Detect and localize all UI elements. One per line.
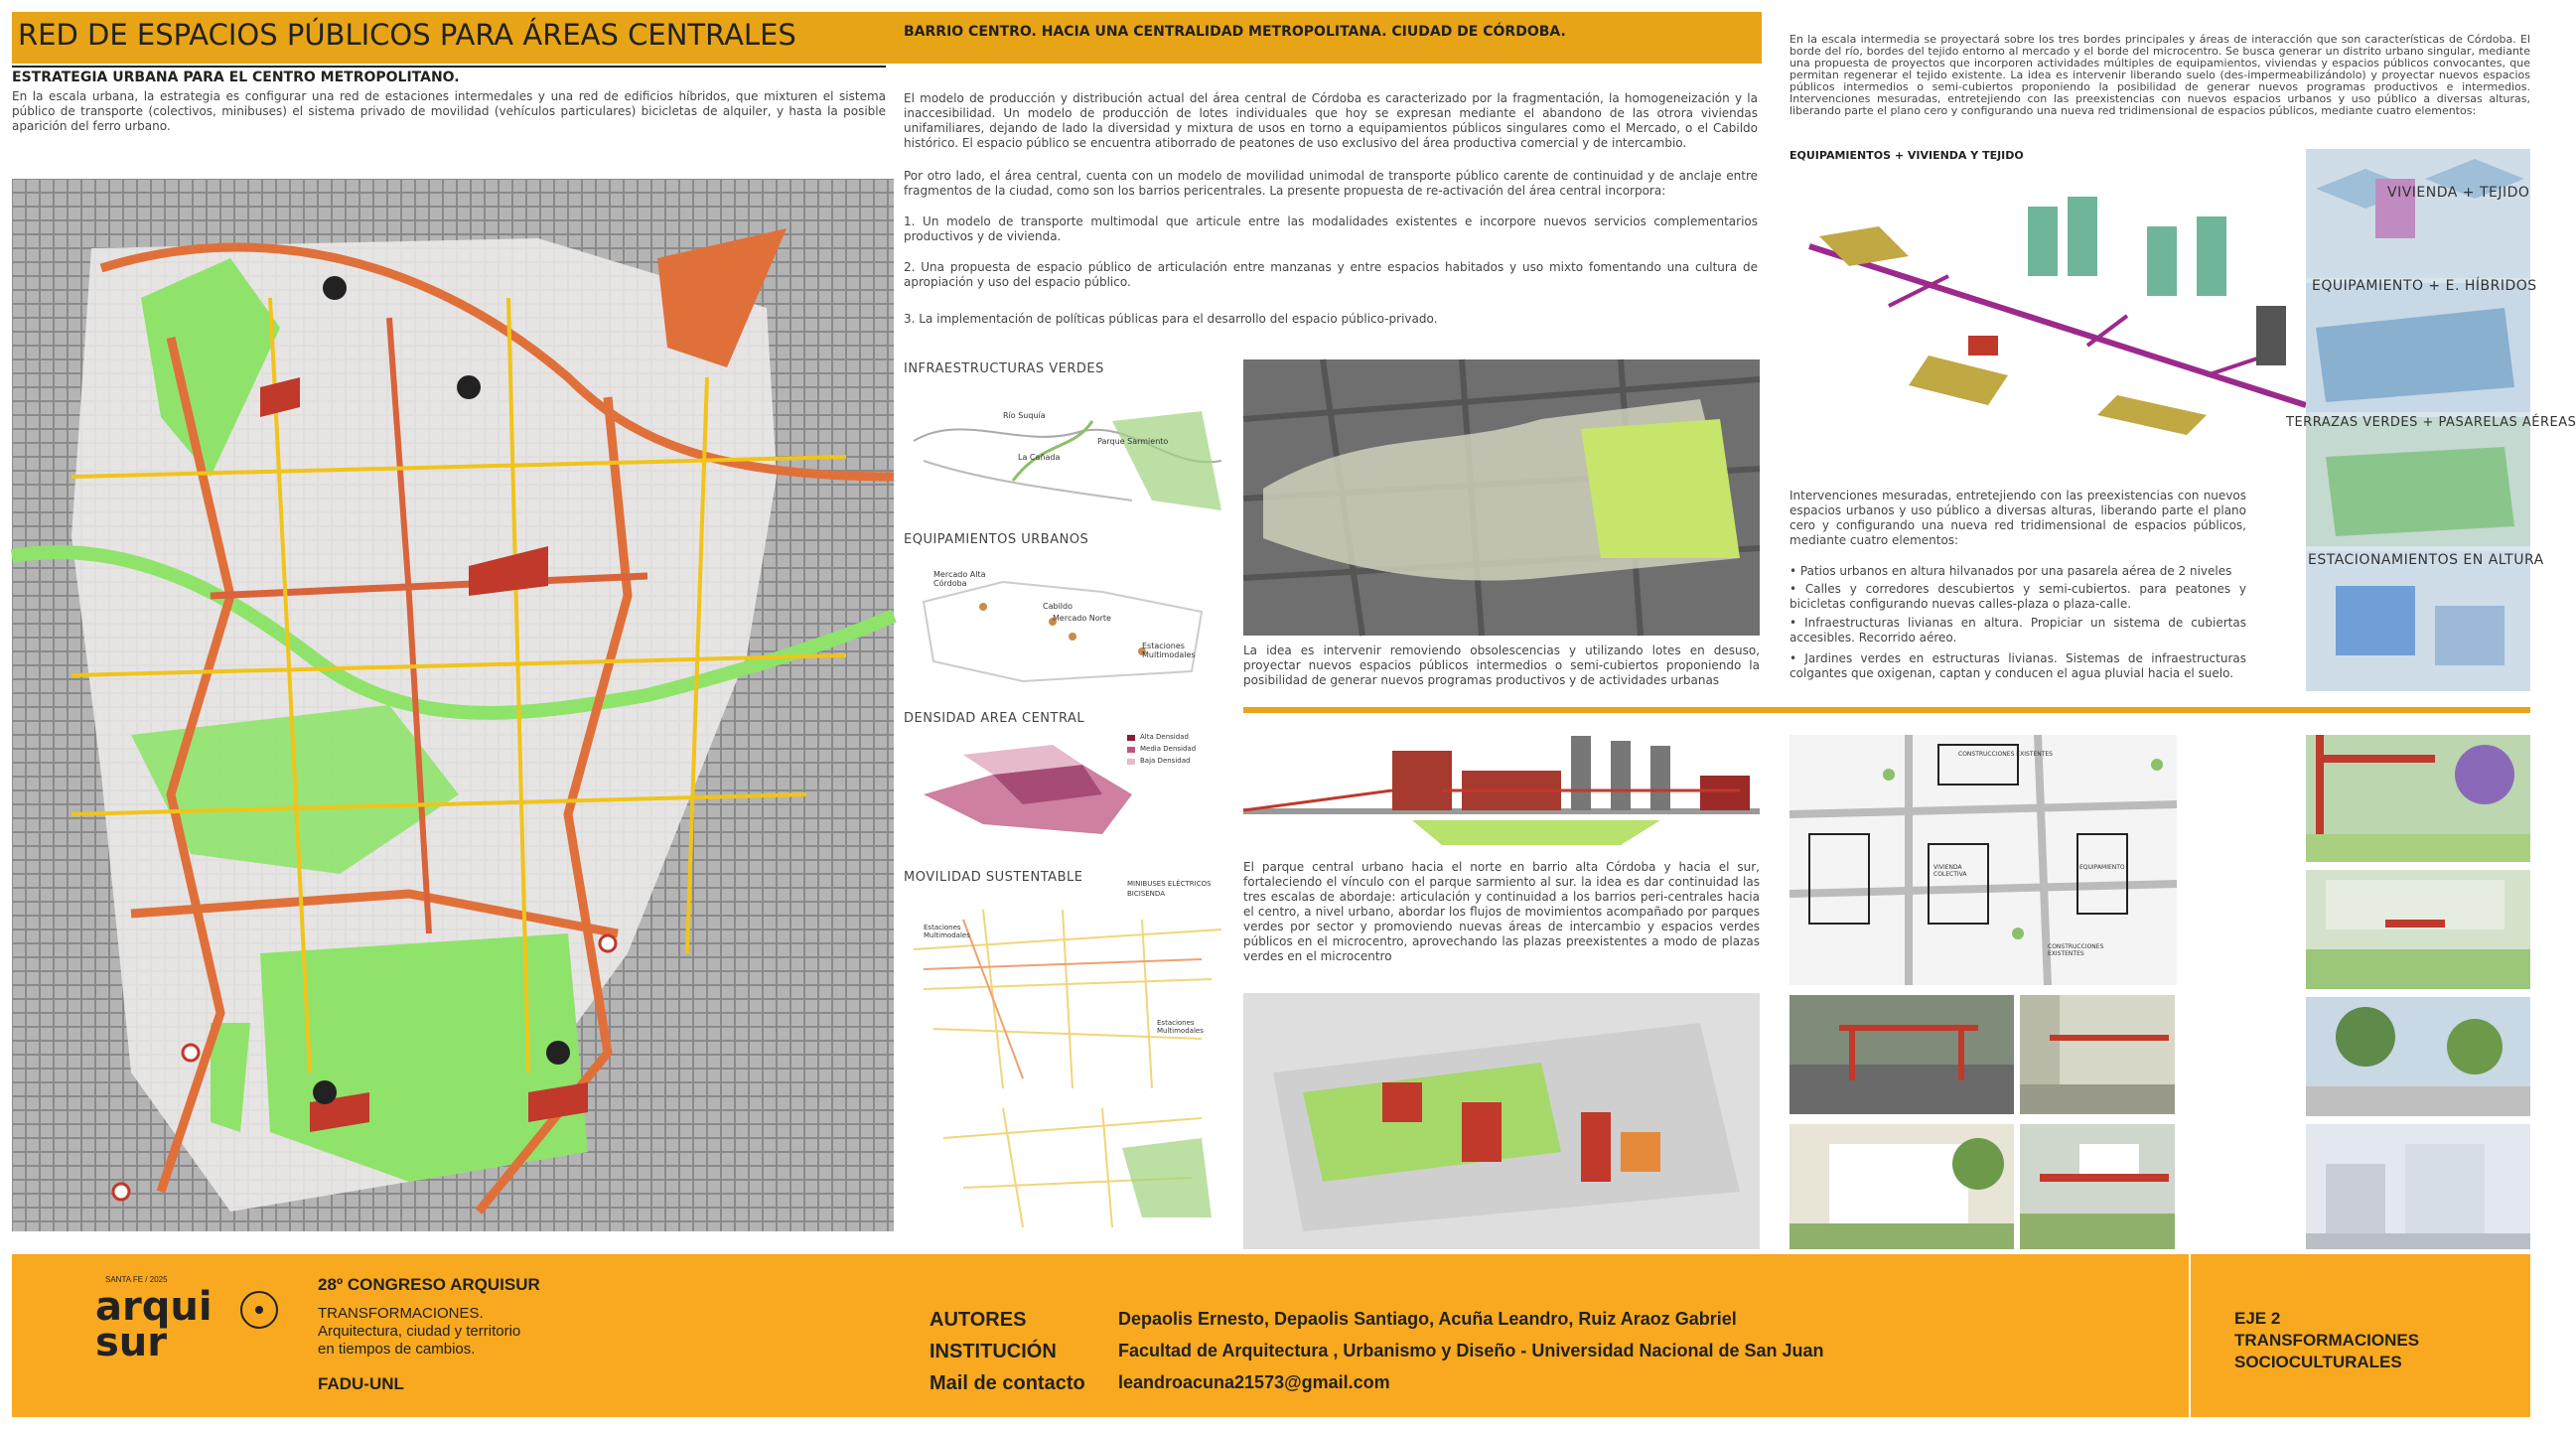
infra-diagram xyxy=(904,381,1231,520)
bullet-4: • Jardines verdes en estructuras livianas. Sistemas de infraestructuras colgantes que oxigenan, captan y conducen el agua pluvial hacia el suelo. xyxy=(1789,651,2246,680)
iso-label-estacionamientos: ESTACIONAMIENTOS EN ALTURA xyxy=(2308,552,2544,568)
bullet-1: • Patios urbanos en altura hilvanados por una pasarela aérea de 2 niveles xyxy=(1789,564,2232,578)
mobility-label-estaciones-1: Estaciones Multimodales xyxy=(924,924,970,939)
logo-big-text: arquisur xyxy=(95,1284,213,1365)
header-divider xyxy=(12,66,886,68)
render-thumbnail-3 xyxy=(1789,1124,2014,1249)
iso-label-terrazas: TERRAZAS VERDES + PASARELAS AÉREAS xyxy=(2286,415,2576,430)
mail-label: Mail de contacto xyxy=(930,1372,1085,1394)
aerial-caption: La idea es intervenir removiendo obsolescencias y utilizando lotes en desuso, proyectar nuevos espacios públicos intermedios o semi-cubiertos proponiendo la posibilidad de generar nuevos programas productivos y de actividades urbanas xyxy=(1243,644,1760,687)
mobility-diagram xyxy=(904,880,1231,1247)
equip-diagram-title: EQUIPAMIENTOS URBANOS xyxy=(904,532,1089,547)
park-caption: El parque central urbano hacia el norte en barrio alta Córdoba y hacia el sur, fortaleciendo el vínculo con el parque sarmiento al sur. la idea es dar continuidad las tres escalas de abordaje: articulación y continuidad a los barrios peri-centrales hacia el centro, a nivel urbano, abordar los flujos de movimientos acompañado por parques verdes por sector y promoviendo nuevas áreas de intercambio y espacios verdes públicos en el microcentro, aprovechando las plazas preexistentes a modo de plazas verdes en el microcentro xyxy=(1243,860,1760,963)
plan-label-vivienda: VIVIENDA COLECTIVA xyxy=(1933,864,1967,878)
mobility-diagram-title: MOVILIDAD SUSTENTABLE xyxy=(904,870,1083,885)
site-plan-drawing xyxy=(1789,735,2177,985)
render-thumbnail-1 xyxy=(1789,995,2014,1114)
render-thumbnail-5 xyxy=(2306,735,2530,862)
plan-label-existentes-1: CONSTRUCCIONES EXISTENTES xyxy=(1958,751,2053,758)
exploded-axonometric xyxy=(1789,167,2326,465)
plan-label-equipamiento: EQUIPAMIENTO xyxy=(2079,864,2125,871)
institution-label: INSTITUCIÓN xyxy=(930,1341,1057,1362)
institution-value: Facultad de Arquitectura , Urbanismo y Diseño - Universidad Nacional de San Juan xyxy=(1118,1341,1824,1360)
equipamientos-heading: EQUIPAMIENTOS + VIVIENDA Y TEJIDO xyxy=(1789,149,2024,162)
mobility-legend-bicisenda: BICISENDA xyxy=(1127,890,1165,898)
iso-label-equipamiento: EQUIPAMIENTO + E. HÍBRIDOS xyxy=(2312,278,2537,294)
theme-line-1: TRANSFORMACIONES. xyxy=(318,1305,484,1322)
proposal-point-1: 1. Un modelo de transporte multimodal que articule entre las modalidades existentes e incorpore nuevos servicios complementarios productivos y de vivienda. xyxy=(904,214,1758,243)
section-elevation-image xyxy=(1243,731,1760,850)
intermediate-scale-paragraph: En la escala intermedia se proyectará sobre los tres bordes principales y áreas de interacción que son características de Córdoba. El borde del río, bordes del tejido entorno al mercado y el borde del microcentro. Se busca generar un distrito urbano singular, mediante una propuesta de proyectos que incorporen actividades múltiples de equipamientos, viviendas y espacios públicos convocantes, que permitan regenerar el tejido existente. La idea es intervenir liberando suelo (des-impermeabilizándolo) y proyectar nuevos espacios públicos intermedios o semi-cubiertos proponiendo la posibilidad de generar nuevos programas productivos e intermedios. Intervenciones mesuradas, entretejiendo con las preexistencias con nuevos espacios urbanos y uso público a diversas alturas, liberando parte el plano cero y configurando una nueva red tridimensional de espacios públicos, mediante cuatro elementos: xyxy=(1789,33,2530,117)
intro-paragraph-2: Por otro lado, el área central, cuenta con un modelo de movilidad unimodal de transporte público carente de continuidad y de anclaje entre fragmentos de la ciudad, como son los barrios pericentrales. La presente propuesta de re-activación del área central incorpora: xyxy=(904,169,1758,198)
section-divider xyxy=(1243,707,2530,713)
aerial-view-image xyxy=(1243,359,1760,636)
equip-label-cabildo: Cabildo xyxy=(1043,602,1073,611)
bullet-3: • Infraestructuras livianas en altura. Propiciar un sistema de cubiertas accesibles. Recorrido aéreo. xyxy=(1789,616,2246,644)
iso-label-vivienda: VIVIENDA + TEJIDO xyxy=(2387,185,2530,201)
render-thumbnail-2 xyxy=(2020,995,2175,1114)
footer-divider xyxy=(2189,1254,2191,1417)
eje-line-1: TRANSFORMACIONES xyxy=(2234,1331,2420,1350)
eje-line-2: SOCIOCULTURALES xyxy=(2234,1353,2402,1371)
equip-label-mercado-norte: Mercado Norte xyxy=(1053,614,1111,623)
infra-diagram-title: INFRAESTRUCTURAS VERDES xyxy=(904,361,1104,376)
density-legend-baja: Baja Densidad xyxy=(1140,757,1191,765)
render-thumbnail-4 xyxy=(2020,1124,2175,1249)
equip-label-mercado-alta: Mercado Alta Córdoba xyxy=(933,570,986,588)
proposal-point-3: 3. La implementación de políticas públicas para el desarrollo del espacio público-privado. xyxy=(904,312,1438,326)
render-thumbnail-7 xyxy=(2306,997,2530,1116)
eje-number: EJE 2 xyxy=(2234,1309,2281,1328)
bullet-2: • Calles y corredores descubiertos y semi-cubiertos. para peatones y bicicletas configurando nuevas calles-plaza o plaza-calle. xyxy=(1789,582,2246,611)
mail-value[interactable]: leandroacuna21573@gmail.com xyxy=(1118,1372,1390,1392)
urban-strategy-map xyxy=(12,179,894,1231)
proposal-point-2: 2. Una propuesta de espacio público de articulación entre manzanas y entre espacios habitados y uso mixto fomentando una cultura de apropiación y uso del espacio público. xyxy=(904,260,1758,289)
intro-paragraph-1: El modelo de producción y distribución actual del área central de Córdoba es caracterizado por la fragmentación, la homogeneización y la inaccesibilidad. Un modelo de producción de lotes individuales que hoy se expresan mediante el abandono de las otrora viviendas unifamiliares, dejando de lado la diversidad y mixtura de usos en torno a equipamientos públicos singulares como el Mercado, o el Cabildo histórico. El espacio público se encuentra atiborrado de peatones de uso exclusivo del área productiva comercial y de intercambio. xyxy=(904,91,1758,150)
mobility-label-estaciones-2: Estaciones Multimodales xyxy=(1157,1019,1204,1035)
equip-diagram xyxy=(904,552,1231,691)
density-legend-alta: Alta Densidad xyxy=(1140,733,1189,741)
density-diagram-title: DENSIDAD AREA CENTRAL xyxy=(904,711,1085,726)
render-thumbnail-8 xyxy=(2306,1124,2530,1249)
mobility-legend-minibus: MINIBUSES ELÉCTRICOS xyxy=(1127,880,1212,888)
logo-small-text: SANTA FE / 2025 xyxy=(105,1275,168,1284)
infra-label-parque: Parque Sarmiento xyxy=(1097,437,1169,446)
render-thumbnail-6 xyxy=(2306,870,2530,989)
poster-subtitle: BARRIO CENTRO. HACIA UNA CENTRALIDAD METROPOLITANA. CIUDAD DE CÓRDOBA. xyxy=(904,24,1566,40)
poster-title: RED DE ESPACIOS PÚBLICOS PARA ÁREAS CENTRALES xyxy=(18,18,796,52)
theme-line-3: en tiempos de cambios. xyxy=(318,1341,476,1358)
authors-value: Depaolis Ernesto, Depaolis Santiago, Acuña Leandro, Ruiz Araoz Gabriel xyxy=(1118,1309,1737,1329)
density-legend-media: Media Densidad xyxy=(1140,745,1197,753)
theme-line-2: Arquitectura, ciudad y territorio xyxy=(318,1323,521,1340)
equip-label-estaciones: Estaciones Multimodales xyxy=(1142,642,1196,659)
infra-label-rio: Río Suquía xyxy=(1003,411,1046,420)
authors-label: AUTORES xyxy=(930,1309,1027,1331)
infra-label-canada: La Cañada xyxy=(1018,453,1061,462)
strategy-heading: ESTRATEGIA URBANA PARA EL CENTRO METROPOLITANO. xyxy=(12,70,460,85)
strategy-paragraph: En la escala urbana, la estrategia es configurar una red de estaciones intermedales y una red de edificios híbridos, que mixturen el sistema público de transporte (colectivos, minibuses) el sistema privado de movilidad (vehículos particulares) bicicletas de alquiler, y hasta la posible aparición del ferro urbano. xyxy=(12,89,886,133)
density-diagram xyxy=(904,735,1231,854)
host-label: FADU-UNL xyxy=(318,1374,404,1393)
arquisur-logo xyxy=(95,1275,284,1394)
interventions-intro: Intervenciones mesuradas, entretejiendo con las preexistencias con nuevos espacios urbanos y uso público a diversas alturas, liberando parte el plano cero y configurando una nueva red tridimensional de espacios públicos, mediante cuatro elementos: xyxy=(1789,489,2246,547)
axonometric-image xyxy=(1243,993,1760,1249)
plan-label-existentes-2: CONSTRUCCIONES EXISTENTES xyxy=(2048,943,2104,957)
congress-title: 28º CONGRESO ARQUISUR xyxy=(318,1275,540,1294)
